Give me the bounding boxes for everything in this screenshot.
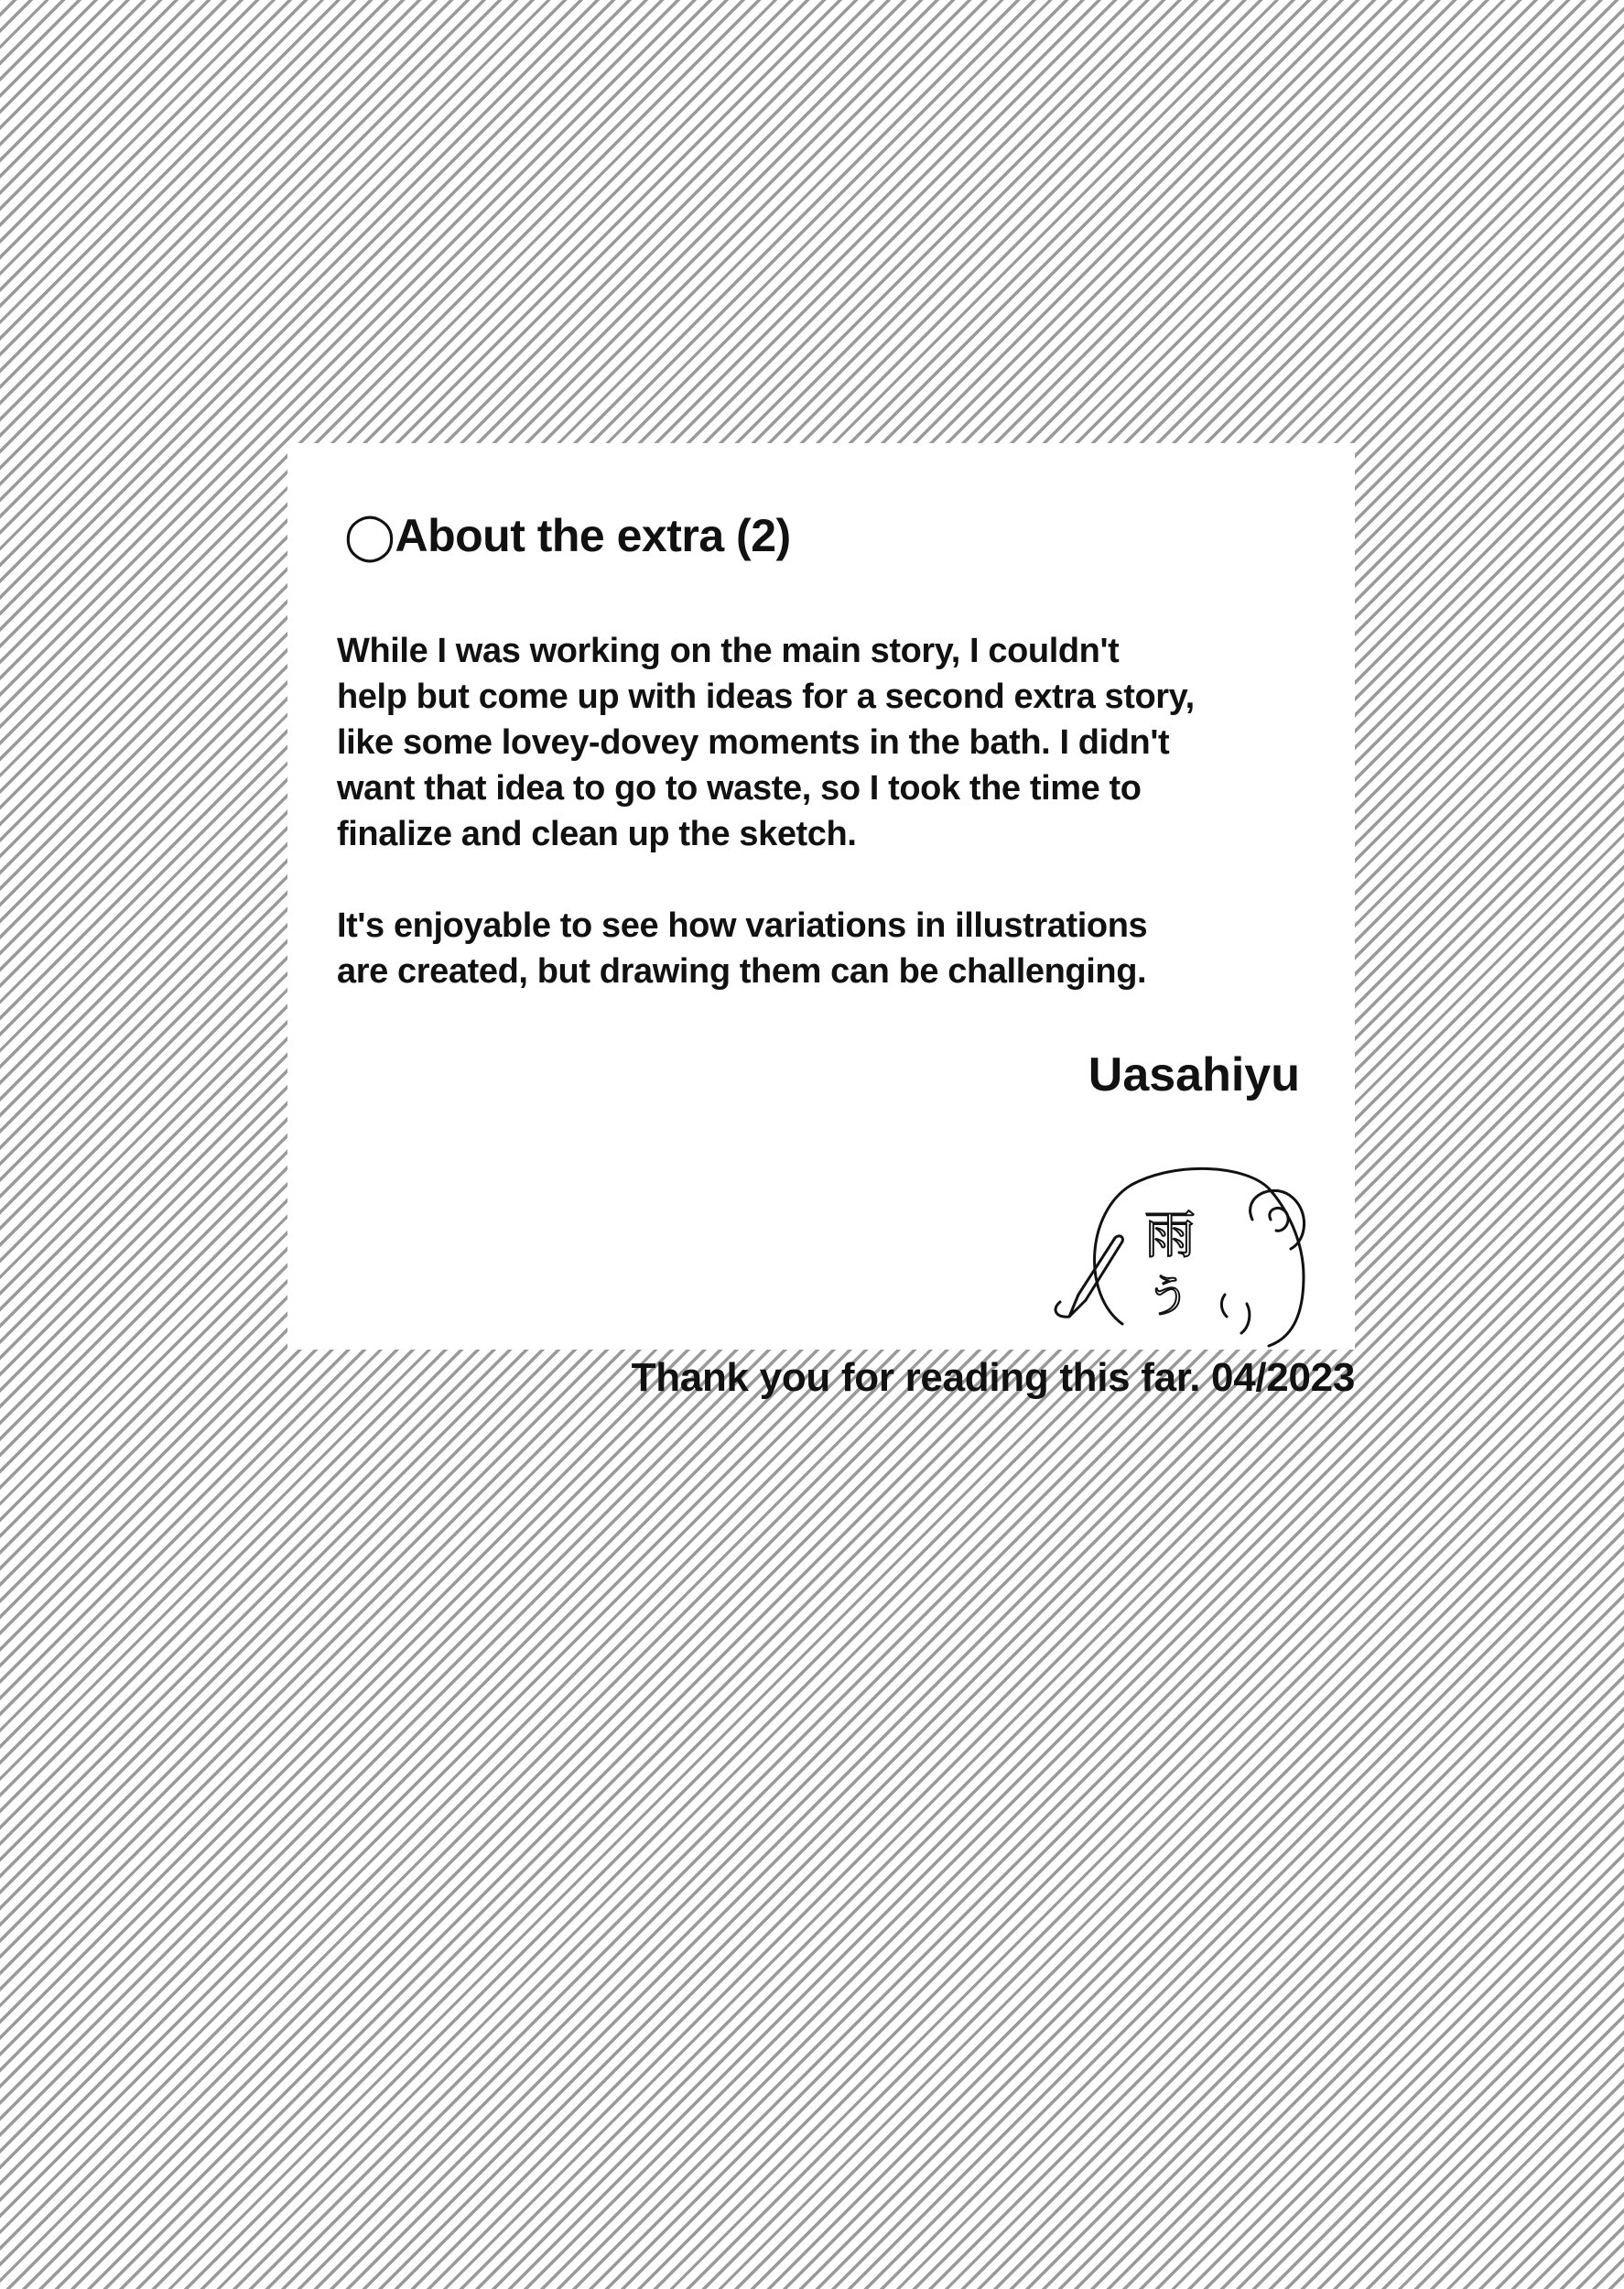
- signature-glyph: 雨: [1144, 1206, 1196, 1265]
- thank-you-note: Thank you for reading this far. 04/2023: [631, 1355, 1355, 1400]
- author-name: Uasahiyu: [1088, 1048, 1300, 1101]
- paragraph-1: While I was working on the main story, I couldn't help but come up with ideas for a second extra story, like some lovey-dovey moments in the bath. I didn't want that idea to go to waste, so I took the time to finalize and clean up the sketch.: [337, 632, 1195, 853]
- afterword-card: [287, 443, 1355, 1350]
- paragraph-2: It's enjoyable to see how variations in illustrations are created, but drawing them can be challenging.: [337, 906, 1148, 991]
- section-title: ◯About the extra (2): [344, 510, 791, 561]
- author-self-portrait-icon: [1029, 1157, 1355, 1350]
- signature-kana: う: [1145, 1271, 1191, 1322]
- afterword-text: [337, 628, 1326, 1040]
